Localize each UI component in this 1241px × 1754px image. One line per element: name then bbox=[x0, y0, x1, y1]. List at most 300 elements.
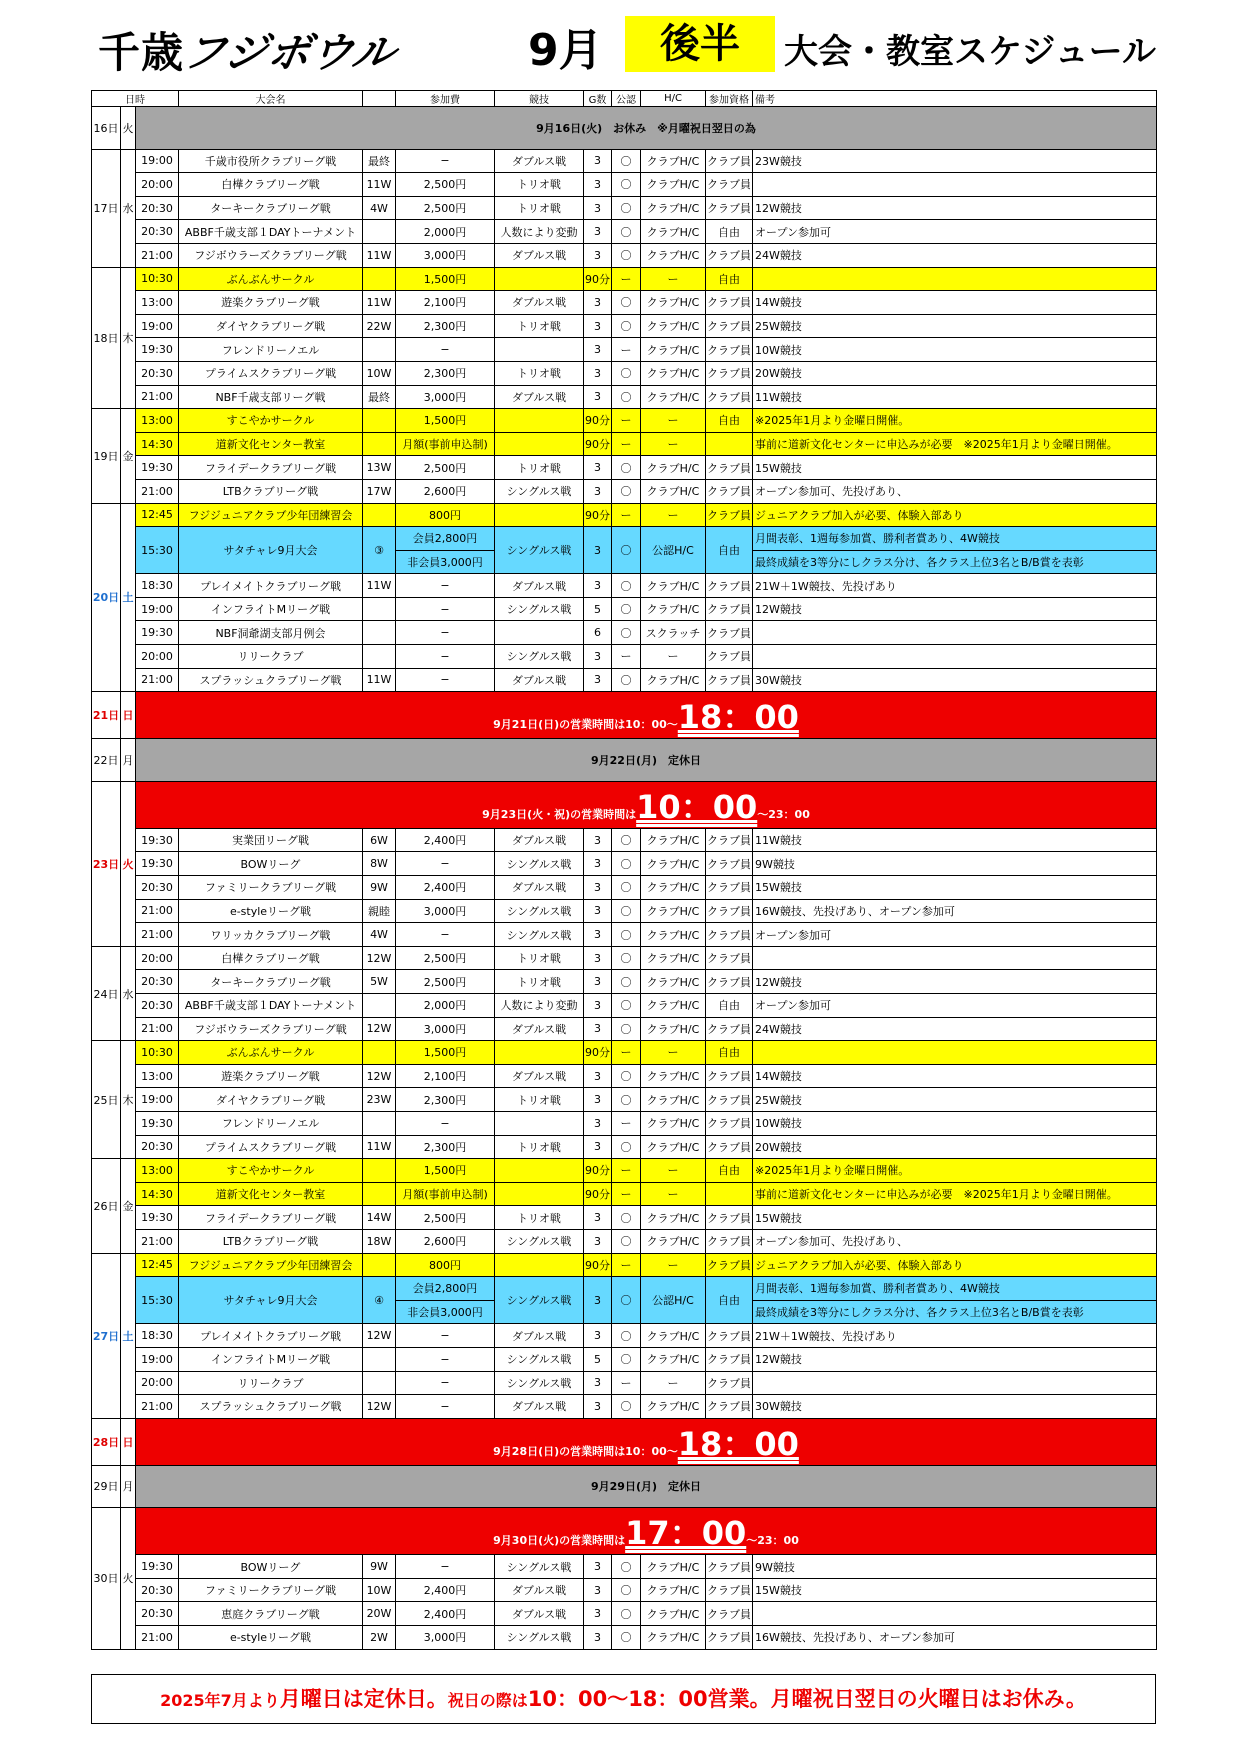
footer-notice: 2025年7月より月曜日は定休日。祝日の際は10：00〜18：00営業。月曜祝日翌日の火曜日はお休み。 bbox=[91, 1674, 1156, 1724]
event-game bbox=[495, 338, 584, 362]
event-official: 〇 bbox=[612, 668, 641, 692]
event-eligibility: クラブ員 bbox=[706, 338, 753, 362]
event-hc: ー bbox=[641, 1371, 706, 1395]
event-row bbox=[92, 574, 1157, 598]
event-week: 最終 bbox=[363, 385, 396, 409]
event-hc: クラブH/C bbox=[641, 1017, 706, 1041]
event-gcount: 3 bbox=[584, 314, 612, 338]
day-of-week: 火 bbox=[121, 107, 136, 150]
event-week: 12W bbox=[363, 1324, 396, 1348]
day-of-week: 日 bbox=[121, 1418, 136, 1465]
event-row bbox=[92, 409, 1157, 433]
event-hc: クラブH/C bbox=[641, 149, 706, 173]
event-hc: ー bbox=[641, 409, 706, 433]
event-notes: 14W競技 bbox=[753, 291, 1157, 315]
event-official: 〇 bbox=[612, 1324, 641, 1348]
day-number: 22日 bbox=[92, 739, 121, 782]
event-official: 〇 bbox=[612, 1395, 641, 1419]
event-official: 〇 bbox=[612, 291, 641, 315]
event-week: 18W bbox=[363, 1229, 396, 1253]
event-fee: 1,500円 bbox=[396, 1041, 495, 1065]
event-fee: 2,500円 bbox=[396, 456, 495, 480]
event-fee: − bbox=[396, 645, 495, 669]
event-name: BOWリーグ bbox=[179, 1555, 363, 1579]
event-official: 〇 bbox=[612, 994, 641, 1018]
event-hc: クラブH/C bbox=[641, 923, 706, 947]
event-week: ③ bbox=[363, 527, 396, 574]
event-gcount: 3 bbox=[584, 220, 612, 244]
event-gcount: 3 bbox=[584, 196, 612, 220]
event-gcount: 3 bbox=[584, 1277, 612, 1324]
event-game: ダブルス戦 bbox=[495, 574, 584, 598]
event-fee: − bbox=[396, 149, 495, 173]
event-time: 20:30 bbox=[136, 196, 179, 220]
event-row bbox=[92, 338, 1157, 362]
event-gcount: 3 bbox=[584, 1064, 612, 1088]
event-time: 19:30 bbox=[136, 1206, 179, 1230]
day-banner: 9月29日(月) 定休日 bbox=[136, 1465, 1157, 1508]
day-number: 26日 bbox=[92, 1159, 121, 1253]
event-row bbox=[92, 1347, 1157, 1371]
event-row bbox=[92, 385, 1157, 409]
event-row bbox=[92, 432, 1157, 456]
event-official: 〇 bbox=[612, 1626, 641, 1650]
event-time: 14:30 bbox=[136, 1182, 179, 1206]
event-row bbox=[92, 361, 1157, 385]
event-official: ー bbox=[612, 432, 641, 456]
event-week: 11W bbox=[363, 291, 396, 315]
day-of-week: 土 bbox=[121, 1253, 136, 1418]
event-eligibility: クラブ員 bbox=[706, 243, 753, 267]
event-name: フジボウラーズクラブリーグ戦 bbox=[179, 243, 363, 267]
event-notes: 月間表彰、1週毎参加賞、勝利者賞あり、4W競技 bbox=[753, 1277, 1157, 1301]
event-hc: クラブH/C bbox=[641, 1602, 706, 1626]
event-fee: 1,500円 bbox=[396, 409, 495, 433]
event-gcount: 3 bbox=[584, 1206, 612, 1230]
event-game bbox=[495, 1041, 584, 1065]
event-name: ワリッカクラブリーグ戦 bbox=[179, 923, 363, 947]
event-gcount: 5 bbox=[584, 597, 612, 621]
event-week bbox=[363, 1111, 396, 1135]
event-notes bbox=[753, 946, 1157, 970]
event-hc: クラブH/C bbox=[641, 1626, 706, 1650]
event-official: 〇 bbox=[612, 361, 641, 385]
event-name: 白樺クラブリーグ戦 bbox=[179, 946, 363, 970]
event-row bbox=[92, 1395, 1157, 1419]
event-game: シングルス戦 bbox=[495, 1229, 584, 1253]
event-name: プライムスクラブリーグ戦 bbox=[179, 1135, 363, 1159]
event-gcount: 3 bbox=[584, 1135, 612, 1159]
event-gcount: 3 bbox=[584, 149, 612, 173]
event-notes: 事前に道新文化センターに申込みが必要 ※2025年1月より金曜日開催。 bbox=[753, 1182, 1157, 1206]
event-week: 12W bbox=[363, 1064, 396, 1088]
event-notes: 15W競技 bbox=[753, 456, 1157, 480]
event-hc: ー bbox=[641, 1253, 706, 1277]
event-official: 〇 bbox=[612, 1602, 641, 1626]
event-game: トリオ戦 bbox=[495, 456, 584, 480]
day-number: 17日 bbox=[92, 149, 121, 267]
event-gcount: 3 bbox=[584, 338, 612, 362]
event-name: ファミリークラブリーグ戦 bbox=[179, 1578, 363, 1602]
event-eligibility: クラブ員 bbox=[706, 828, 753, 852]
event-row bbox=[92, 196, 1157, 220]
event-name: 千歳市役所クラブリーグ戦 bbox=[179, 149, 363, 173]
event-name: LTBクラブリーグ戦 bbox=[179, 479, 363, 503]
event-game: トリオ戦 bbox=[495, 173, 584, 197]
event-official: 〇 bbox=[612, 597, 641, 621]
event-game: シングルス戦 bbox=[495, 1277, 584, 1324]
event-time: 14:30 bbox=[136, 432, 179, 456]
event-eligibility: クラブ員 bbox=[706, 668, 753, 692]
event-fee: 2,300円 bbox=[396, 1088, 495, 1112]
event-name: フジジュニアクラブ少年団練習会 bbox=[179, 503, 363, 527]
event-notes-2: 最終成績を3等分にしクラス分け、各クラス上位3名とB/B賞を表彰 bbox=[753, 1300, 1157, 1324]
event-week bbox=[363, 1041, 396, 1065]
event-official: ー bbox=[612, 1159, 641, 1183]
event-eligibility: クラブ員 bbox=[706, 621, 753, 645]
event-row bbox=[92, 1041, 1157, 1065]
event-official: 〇 bbox=[612, 314, 641, 338]
event-fee: 3,000円 bbox=[396, 385, 495, 409]
event-notes: 15W競技 bbox=[753, 1578, 1157, 1602]
event-gcount: 3 bbox=[584, 899, 612, 923]
event-eligibility: クラブ員 bbox=[706, 291, 753, 315]
event-hc: 公認H/C bbox=[641, 1277, 706, 1324]
event-time: 21:00 bbox=[136, 479, 179, 503]
event-hc: ー bbox=[641, 432, 706, 456]
event-name: プレイメイトクラブリーグ戦 bbox=[179, 1324, 363, 1348]
event-time: 20:00 bbox=[136, 1371, 179, 1395]
event-fee: 2,300円 bbox=[396, 314, 495, 338]
event-eligibility: クラブ員 bbox=[706, 503, 753, 527]
event-week bbox=[363, 1347, 396, 1371]
event-official: 〇 bbox=[612, 1277, 641, 1324]
event-eligibility: クラブ員 bbox=[706, 456, 753, 480]
event-game bbox=[495, 503, 584, 527]
event-fee: 3,000円 bbox=[396, 243, 495, 267]
event-gcount: 3 bbox=[584, 574, 612, 598]
event-gcount: 3 bbox=[584, 456, 612, 480]
day-banner: 9月22日(月) 定休日 bbox=[136, 739, 1157, 782]
event-official: 〇 bbox=[612, 1229, 641, 1253]
event-time: 19:30 bbox=[136, 852, 179, 876]
event-eligibility: クラブ員 bbox=[706, 1371, 753, 1395]
day-of-week: 水 bbox=[121, 946, 136, 1040]
col-datetime: 日時 bbox=[92, 91, 179, 107]
event-name: すこやかサークル bbox=[179, 1159, 363, 1183]
event-fee-nonmember: 非会員3,000円 bbox=[396, 1300, 495, 1324]
event-game: シングルス戦 bbox=[495, 645, 584, 669]
event-row bbox=[92, 923, 1157, 947]
event-eligibility: クラブ員 bbox=[706, 1253, 753, 1277]
event-time: 19:30 bbox=[136, 338, 179, 362]
event-hc: クラブH/C bbox=[641, 1229, 706, 1253]
event-time: 18:30 bbox=[136, 574, 179, 598]
event-time: 19:00 bbox=[136, 597, 179, 621]
event-eligibility: 自由 bbox=[706, 527, 753, 574]
event-official: 〇 bbox=[612, 479, 641, 503]
event-row bbox=[92, 899, 1157, 923]
event-fee: 2,500円 bbox=[396, 196, 495, 220]
event-game: ダブルス戦 bbox=[495, 1602, 584, 1626]
event-notes: 10W競技 bbox=[753, 1111, 1157, 1135]
event-eligibility: クラブ員 bbox=[706, 923, 753, 947]
event-fee: − bbox=[396, 338, 495, 362]
event-gcount: 3 bbox=[584, 243, 612, 267]
event-row bbox=[92, 220, 1157, 244]
event-hc: ー bbox=[641, 1182, 706, 1206]
event-fee: 月額(事前申込制) bbox=[396, 432, 495, 456]
event-name: 道新文化センター教室 bbox=[179, 1182, 363, 1206]
event-eligibility: クラブ員 bbox=[706, 899, 753, 923]
event-row bbox=[92, 876, 1157, 900]
event-game: トリオ戦 bbox=[495, 196, 584, 220]
event-gcount: 90分 bbox=[584, 1253, 612, 1277]
event-game: ダブルス戦 bbox=[495, 828, 584, 852]
event-official: 〇 bbox=[612, 876, 641, 900]
event-hc: クラブH/C bbox=[641, 668, 706, 692]
event-row bbox=[92, 1017, 1157, 1041]
event-name: プレイメイトクラブリーグ戦 bbox=[179, 574, 363, 598]
event-time: 21:00 bbox=[136, 1017, 179, 1041]
schedule-subtitle: 大会・教室スケジュール bbox=[784, 32, 1156, 72]
event-eligibility: 自由 bbox=[706, 220, 753, 244]
event-game: シングルス戦 bbox=[495, 1371, 584, 1395]
event-official: 〇 bbox=[612, 220, 641, 244]
event-game: ダブルス戦 bbox=[495, 876, 584, 900]
event-time: 20:30 bbox=[136, 1578, 179, 1602]
event-week bbox=[363, 645, 396, 669]
event-fee: 1,500円 bbox=[396, 267, 495, 291]
event-fee: − bbox=[396, 621, 495, 645]
event-name: 遊楽クラブリーグ戦 bbox=[179, 1064, 363, 1088]
event-week: 12W bbox=[363, 946, 396, 970]
event-eligibility: クラブ員 bbox=[706, 314, 753, 338]
event-eligibility: クラブ員 bbox=[706, 1324, 753, 1348]
event-fee: 2,600円 bbox=[396, 1229, 495, 1253]
day-of-week: 日 bbox=[121, 692, 136, 739]
event-gcount: 3 bbox=[584, 645, 612, 669]
event-week: 11W bbox=[363, 243, 396, 267]
event-official: ー bbox=[612, 503, 641, 527]
event-fee: 2,400円 bbox=[396, 876, 495, 900]
event-week: 20W bbox=[363, 1602, 396, 1626]
event-notes: オープン参加可、先投げあり、 bbox=[753, 1229, 1157, 1253]
event-time: 21:00 bbox=[136, 243, 179, 267]
event-fee: 2,400円 bbox=[396, 1602, 495, 1626]
event-eligibility bbox=[706, 1182, 753, 1206]
event-eligibility: クラブ員 bbox=[706, 876, 753, 900]
event-gcount: 3 bbox=[584, 479, 612, 503]
event-notes: 15W競技 bbox=[753, 1206, 1157, 1230]
event-row bbox=[92, 1253, 1157, 1277]
event-fee: − bbox=[396, 1347, 495, 1371]
event-name: BOWリーグ bbox=[179, 852, 363, 876]
event-name: ターキークラブリーグ戦 bbox=[179, 196, 363, 220]
event-notes: 16W競技、先投げあり、オープン参加可 bbox=[753, 899, 1157, 923]
event-name: フレンドリーノエル bbox=[179, 338, 363, 362]
event-row bbox=[92, 1578, 1157, 1602]
col-hc: H/C bbox=[641, 91, 706, 107]
event-hc: クラブH/C bbox=[641, 1578, 706, 1602]
col-notes: 備考 bbox=[753, 91, 1157, 107]
event-row bbox=[92, 1324, 1157, 1348]
event-name: フライデークラブリーグ戦 bbox=[179, 1206, 363, 1230]
event-notes bbox=[753, 645, 1157, 669]
event-row bbox=[92, 1602, 1157, 1626]
event-week: 5W bbox=[363, 970, 396, 994]
event-hc: クラブH/C bbox=[641, 479, 706, 503]
event-row bbox=[92, 946, 1157, 970]
event-gcount: 90分 bbox=[584, 1041, 612, 1065]
event-week: 4W bbox=[363, 923, 396, 947]
event-fee: 3,000円 bbox=[396, 1017, 495, 1041]
event-row bbox=[92, 645, 1157, 669]
event-fee: 会員2,800円 bbox=[396, 1277, 495, 1301]
event-official: ー bbox=[612, 1041, 641, 1065]
event-row bbox=[92, 828, 1157, 852]
day-of-week: 金 bbox=[121, 1159, 136, 1253]
event-week bbox=[363, 409, 396, 433]
event-name: e-styleリーグ戦 bbox=[179, 899, 363, 923]
event-notes: オープン参加可 bbox=[753, 220, 1157, 244]
event-hc: 公認H/C bbox=[641, 527, 706, 574]
day-of-week: 木 bbox=[121, 267, 136, 409]
event-gcount: 3 bbox=[584, 1088, 612, 1112]
event-notes: 21W＋1W競技、先投げあり bbox=[753, 574, 1157, 598]
event-week: 9W bbox=[363, 1555, 396, 1579]
event-row bbox=[92, 852, 1157, 876]
event-time: 19:00 bbox=[136, 1347, 179, 1371]
event-official: 〇 bbox=[612, 1135, 641, 1159]
event-game bbox=[495, 1159, 584, 1183]
event-fee: − bbox=[396, 1324, 495, 1348]
event-row bbox=[92, 1229, 1157, 1253]
event-eligibility: クラブ員 bbox=[706, 1229, 753, 1253]
event-gcount: 3 bbox=[584, 1324, 612, 1348]
event-hc: クラブH/C bbox=[641, 1088, 706, 1112]
event-notes: 20W競技 bbox=[753, 361, 1157, 385]
col-week bbox=[363, 91, 396, 107]
event-gcount: 3 bbox=[584, 970, 612, 994]
event-notes: 9W競技 bbox=[753, 852, 1157, 876]
event-gcount: 3 bbox=[584, 828, 612, 852]
event-game bbox=[495, 432, 584, 456]
event-fee: 月額(事前申込制) bbox=[396, 1182, 495, 1206]
event-game: ダブルス戦 bbox=[495, 1017, 584, 1041]
day-number: 29日 bbox=[92, 1465, 121, 1508]
event-time: 19:00 bbox=[136, 1088, 179, 1112]
event-gcount: 90分 bbox=[584, 432, 612, 456]
event-notes: 15W競技 bbox=[753, 876, 1157, 900]
event-game: トリオ戦 bbox=[495, 1206, 584, 1230]
event-official: ー bbox=[612, 1182, 641, 1206]
event-official: 〇 bbox=[612, 173, 641, 197]
event-notes bbox=[753, 1041, 1157, 1065]
event-name: NBF洞爺湖支部月例会 bbox=[179, 621, 363, 645]
day-number: 20日 bbox=[92, 503, 121, 692]
event-week bbox=[363, 338, 396, 362]
event-time: 19:00 bbox=[136, 149, 179, 173]
event-official: 〇 bbox=[612, 946, 641, 970]
event-game: 人数により変動 bbox=[495, 994, 584, 1018]
event-official: 〇 bbox=[612, 923, 641, 947]
event-row bbox=[92, 621, 1157, 645]
event-week: 17W bbox=[363, 479, 396, 503]
event-name: フレンドリーノエル bbox=[179, 1111, 363, 1135]
event-notes: 月間表彰、1週毎参加賞、勝利者賞あり、4W競技 bbox=[753, 527, 1157, 551]
event-game: ダブルス戦 bbox=[495, 1324, 584, 1348]
event-game: シングルス戦 bbox=[495, 899, 584, 923]
event-gcount: 90分 bbox=[584, 1182, 612, 1206]
event-fee: 2,500円 bbox=[396, 1206, 495, 1230]
event-hc: クラブH/C bbox=[641, 946, 706, 970]
event-eligibility: クラブ員 bbox=[706, 1626, 753, 1650]
event-week: 22W bbox=[363, 314, 396, 338]
event-eligibility: クラブ員 bbox=[706, 597, 753, 621]
event-official: ー bbox=[612, 1371, 641, 1395]
event-week: 最終 bbox=[363, 149, 396, 173]
event-fee: − bbox=[396, 668, 495, 692]
event-notes-2: 最終成績を3等分にしクラス分け、各クラス上位3名とB/B賞を表彰 bbox=[753, 550, 1157, 574]
schedule-table bbox=[91, 90, 1157, 1650]
event-game bbox=[495, 1111, 584, 1135]
event-eligibility: クラブ員 bbox=[706, 1602, 753, 1626]
event-official: ー bbox=[612, 1111, 641, 1135]
event-game: シングルス戦 bbox=[495, 479, 584, 503]
event-notes bbox=[753, 621, 1157, 645]
event-game: シングルス戦 bbox=[495, 527, 584, 574]
event-time: 19:30 bbox=[136, 621, 179, 645]
event-game: トリオ戦 bbox=[495, 970, 584, 994]
event-row bbox=[92, 291, 1157, 315]
event-row bbox=[92, 597, 1157, 621]
event-name: サタチャレ9月大会 bbox=[179, 1277, 363, 1324]
event-hc: クラブH/C bbox=[641, 291, 706, 315]
event-week: 11W bbox=[363, 173, 396, 197]
event-name: リリークラブ bbox=[179, 645, 363, 669]
event-time: 21:00 bbox=[136, 923, 179, 947]
event-time: 13:00 bbox=[136, 1159, 179, 1183]
event-official: 〇 bbox=[612, 1555, 641, 1579]
event-name: LTBクラブリーグ戦 bbox=[179, 1229, 363, 1253]
event-notes: ジュニアクラブ加入が必要、体験入部あり bbox=[753, 503, 1157, 527]
event-official: 〇 bbox=[612, 149, 641, 173]
event-row bbox=[92, 1555, 1157, 1579]
event-gcount: 3 bbox=[584, 1578, 612, 1602]
event-fee: 2,500円 bbox=[396, 173, 495, 197]
day-of-week: 火 bbox=[121, 781, 136, 946]
event-gcount: 3 bbox=[584, 173, 612, 197]
col-official: 公認 bbox=[612, 91, 641, 107]
col-eligibility: 参加資格 bbox=[706, 91, 753, 107]
event-time: 12:45 bbox=[136, 503, 179, 527]
event-notes: 23W競技 bbox=[753, 149, 1157, 173]
event-hc: クラブH/C bbox=[641, 1347, 706, 1371]
event-hc: クラブH/C bbox=[641, 314, 706, 338]
event-eligibility: クラブ員 bbox=[706, 1088, 753, 1112]
event-game: ダブルス戦 bbox=[495, 668, 584, 692]
event-time: 19:30 bbox=[136, 828, 179, 852]
event-time: 20:30 bbox=[136, 876, 179, 900]
event-week: 8W bbox=[363, 852, 396, 876]
event-eligibility: 自由 bbox=[706, 1277, 753, 1324]
event-week: 11W bbox=[363, 1135, 396, 1159]
event-row bbox=[92, 527, 1157, 551]
event-hc: クラブH/C bbox=[641, 994, 706, 1018]
event-eligibility: クラブ員 bbox=[706, 1206, 753, 1230]
day-number: 25日 bbox=[92, 1041, 121, 1159]
